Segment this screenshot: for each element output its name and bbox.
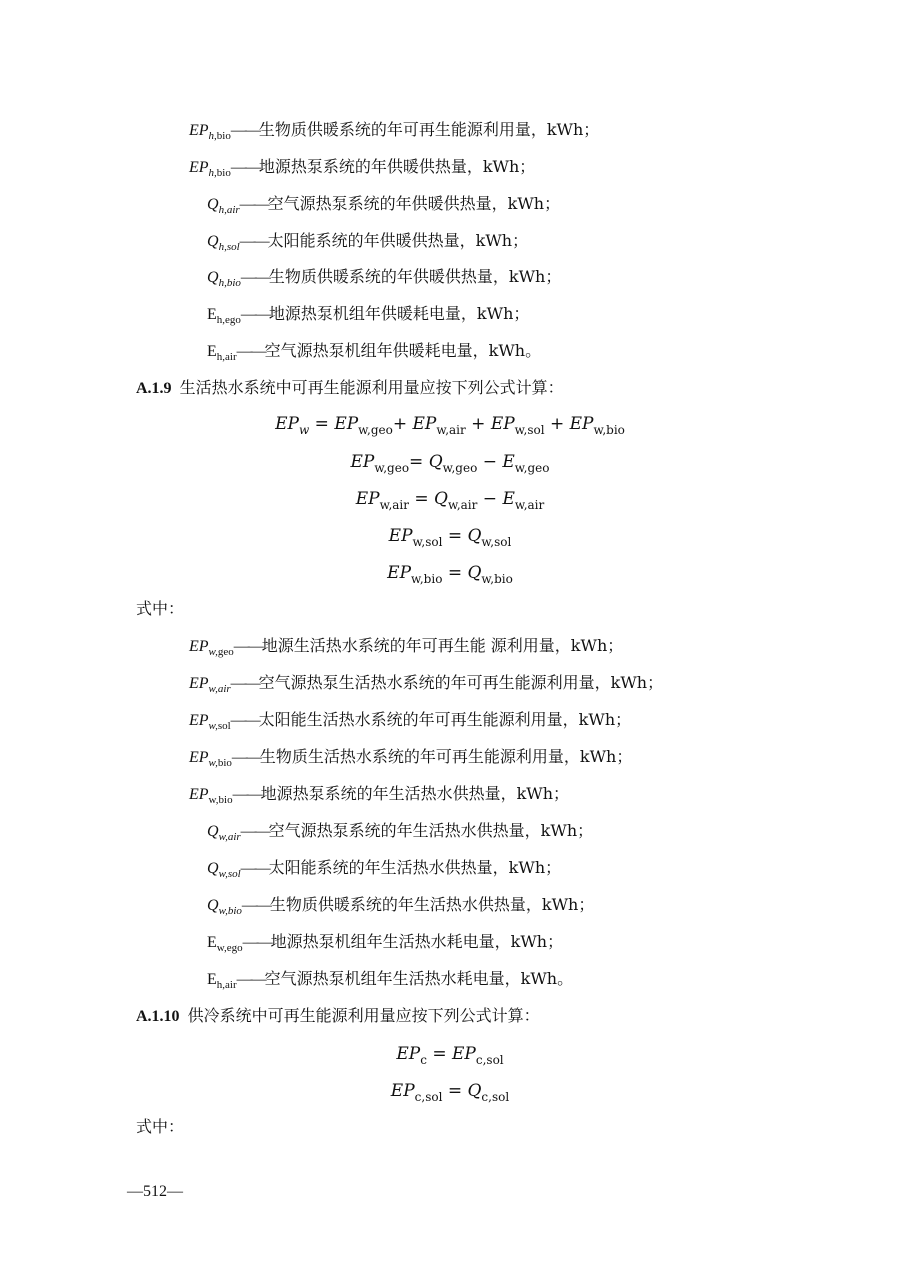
definition-line: $Q_{h,sol}——$太阳能系统的年供暖供热量，kWh； [207,231,529,253]
section-heading: A.1.9 生活热水系统中可再生能源利用量应按下列公式计算： [136,378,564,397]
definition-line: $EP_{w,bio}——$地源热泵系统的年生活热水供热量，kWh； [189,784,570,806]
definition-line: $EP_{w,bio}——$生物质生活热水系统的年可再生能源利用量，kWh； [189,747,633,769]
formula-ep-w-air: $EP_{w,air} = Q_{w,air} - E_{w,air}$ [355,489,545,512]
page-number: —512— [127,1183,183,1200]
formula-ep-c-sol: $EP_{c,sol} = Q_{c,sol}$ [390,1081,510,1104]
definition-line: $EP_{w,geo}——$地源生活热水系统的年可再生能 源利用量，kWh； [189,636,624,658]
definition-line: $EP_{h,bio}——$地源热泵系统的年供暖供热量，kWh； [189,157,536,179]
definition-line: $E_{h,air}——$空气源热泵机组年生活热水耗电量，kWh。 [207,969,574,991]
formula-ep-w-bio: $EP_{w,bio} = Q_{w,bio}$ [387,563,513,586]
section-heading: A.1.10 供冷系统中可再生能源利用量应按下列公式计算： [136,1006,540,1025]
definition-line: $Q_{w,sol}——$太阳能系统的年生活热水供热量，kWh； [207,858,562,880]
definition-line: $EP_{w,sol}——$太阳能生活热水系统的年可再生能源利用量，kWh； [189,710,632,732]
definition-line: $Q_{w,bio}——$生物质供暖系统的年生活热水供热量，kWh； [207,895,595,917]
definition-line: $EP_{h,bio}——$生物质供暖系统的年可再生能源利用量，kWh； [189,120,600,142]
definition-line: $E_{w,ego}——$地源热泵机组年生活热水耗电量，kWh； [207,932,564,954]
definition-line: $Q_{h,bio}——$生物质供暖系统的年供暖供热量，kWh； [207,267,562,289]
where-label: 式中： [136,1117,185,1136]
formula-ep-w-sol: $EP_{w,sol} = Q_{w,sol}$ [388,526,512,549]
formula-ep-w-total: $EP_w = EP_{w,geo}+ EP_{w,air} + EP_{w,sol} + EP_{w,bio}$ [275,414,625,437]
where-label: 式中： [136,599,185,618]
formula-ep-c: $EP_c = EP_{c,sol}$ [396,1044,504,1067]
definition-line: $EP_{w,air}——$空气源热泵生活热水系统的年可再生能源利用量，kWh； [189,673,664,695]
definition-line: $E_{h,ego}——$地源热泵机组年供暖耗电量，kWh； [207,304,530,326]
definition-line: $E_{h,air}——$空气源热泵机组年供暖耗电量，kWh。 [207,341,542,363]
definition-line: $Q_{w,air}——$空气源热泵系统的年生活热水供热量，kWh； [207,821,594,843]
definition-line: $Q_{h,air}——$空气源热泵系统的年供暖供热量，kWh； [207,194,561,216]
formula-ep-w-geo: $EP_{w,geo}= Q_{w,geo} - E_{w,geo}$ [350,452,550,475]
